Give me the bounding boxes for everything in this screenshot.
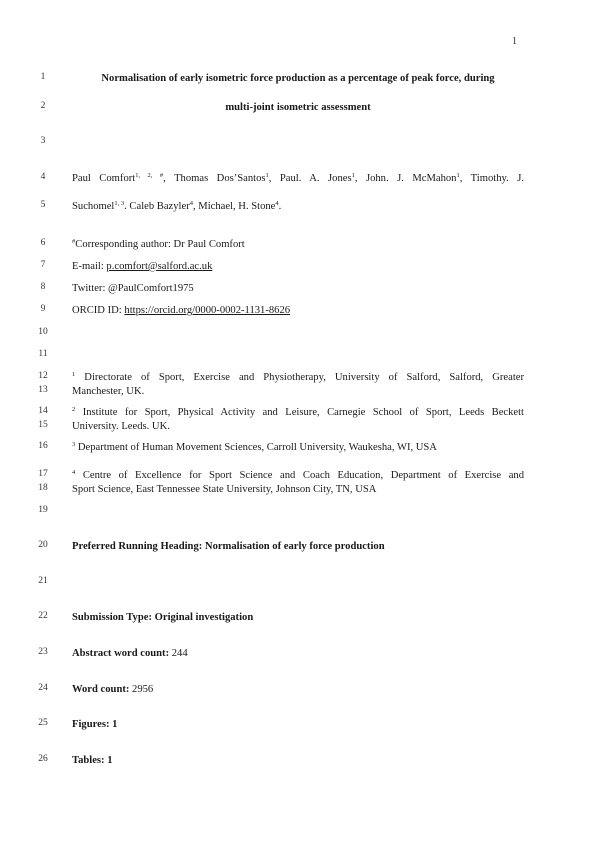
- line-number: 1: [40, 72, 46, 82]
- word-count: Word count: 2956: [72, 684, 154, 695]
- line-number: 25: [38, 718, 48, 728]
- author-list-line-1: Paul Comfort$^{1, 2, \#}$, Thomas Dos’Santos$^1$, Paul. A. Jones$^1$, John. J. McMahon$^1$, Timothy. J.: [72, 172, 524, 184]
- page-number: 1: [512, 36, 517, 47]
- line-number: 11: [38, 349, 48, 359]
- affiliation-4-line-1: $^4$ Centre of Excellence for Sport Science and Coach Education, Department of Exercise and: [72, 469, 524, 481]
- abstract-word-count: Abstract word count: 244: [72, 648, 188, 659]
- line-number: 12: [38, 371, 48, 381]
- paper-title-line-2: multi-joint isometric assessment: [225, 102, 371, 113]
- email-line: E-mail: p.comfort@salford.ac.uk: [72, 261, 213, 272]
- line-number: 8: [40, 282, 46, 292]
- corresponding-author: #Corresponding author: Dr Paul Comfort: [72, 238, 245, 250]
- line-number: 7: [40, 260, 46, 270]
- line-number: 4: [40, 172, 46, 182]
- line-number: 16: [38, 441, 48, 451]
- line-number: 26: [38, 754, 48, 764]
- affiliation-2-line-1: $^2$ Institute for Sport, Physical Activity and Leisure, Carnegie School of Sport, Leeds Beckett: [72, 406, 524, 418]
- line-number: 21: [38, 576, 48, 586]
- author-list-line-2: Suchomel$^{1, 3}$. Caleb Bazyler$^4$, Michael, H. Stone$^4$.: [72, 200, 282, 212]
- email-link[interactable]: p.comfort@salford.ac.uk: [106, 261, 213, 272]
- orcid-line: ORCID ID: https://orcid.org/0000-0002-1131-8626: [72, 305, 291, 316]
- line-number: 6: [40, 238, 46, 248]
- line-number: 3: [40, 136, 46, 146]
- figures-count: Figures: 1: [72, 719, 118, 730]
- tables-count: Tables: 1: [72, 755, 113, 766]
- affiliation-1-line-1: $^1$ Directorate of Sport, Exercise and Physiotherapy, University of Salford, Salford, Greater: [72, 371, 524, 383]
- line-number: 9: [40, 304, 46, 314]
- line-number: 22: [38, 611, 48, 621]
- affiliation-1-line-2: Manchester, UK.: [72, 386, 145, 397]
- line-number: 14: [38, 406, 48, 416]
- line-number: 18: [38, 483, 48, 493]
- line-number: 19: [38, 505, 48, 515]
- line-number: 20: [38, 540, 48, 550]
- affiliation-4-line-2: Sport Science, East Tennessee State University, Johnson City, TN, USA: [72, 484, 377, 495]
- line-number: 24: [38, 683, 48, 693]
- affiliation-2-line-2: University. Leeds. UK.: [72, 421, 170, 432]
- line-number: 17: [38, 469, 48, 479]
- paper-title-line-1: Normalisation of early isometric force production as a percentage of peak force, during: [101, 73, 495, 84]
- submission-type: Submission Type: Original investigation: [72, 612, 254, 623]
- running-heading: Preferred Running Heading: Normalisation of early force production: [72, 541, 385, 552]
- line-number: 5: [40, 200, 46, 210]
- line-number: 23: [38, 647, 48, 657]
- line-number: 15: [38, 420, 48, 430]
- orcid-link[interactable]: https://orcid.org/0000-0002-1131-8626: [124, 305, 291, 316]
- affiliation-3: $^3$ Department of Human Movement Sciences, Carroll University, Waukesha, WI, USA: [72, 441, 437, 453]
- line-number: 10: [38, 327, 48, 337]
- line-number: 13: [38, 385, 48, 395]
- line-number: 2: [40, 101, 46, 111]
- twitter-line: Twitter: @PaulComfort1975: [72, 283, 194, 294]
